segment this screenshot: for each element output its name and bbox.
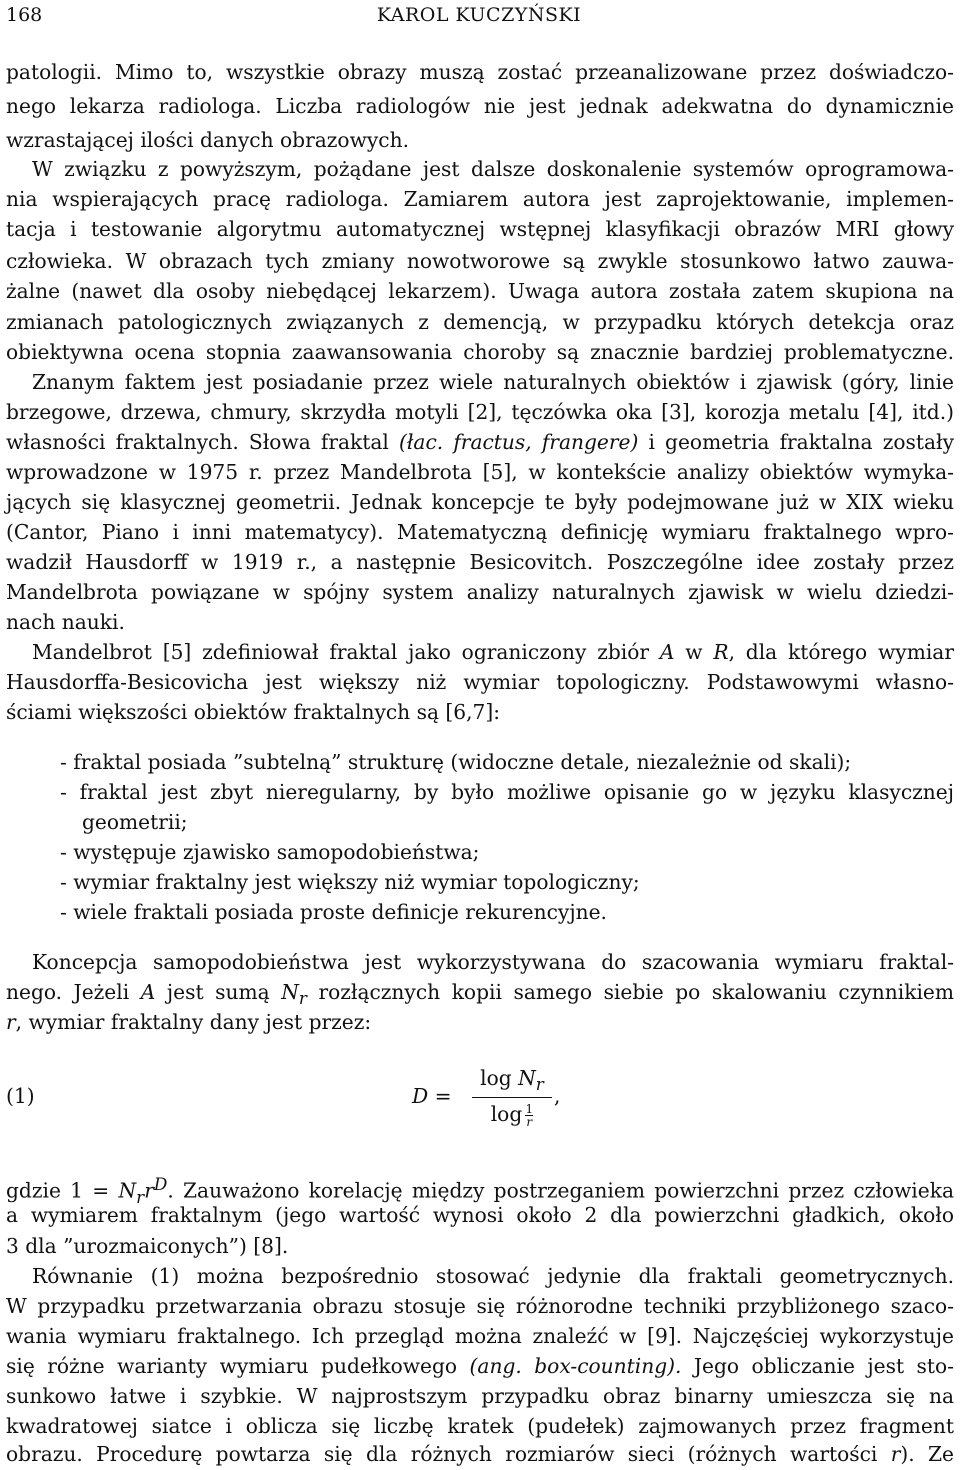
text-line: (Cantor, Piano i inni matematycy). Matematyczną definicję wymiaru fraktalnego wpro- [6,520,954,544]
text-line: się różne warianty wymiaru pudełkowego (ang. box-counting). Jego obliczanie jest sto- [6,1354,954,1378]
text-line: ściami większości obiektów fraktalnych są [6,7]: [6,700,501,724]
text-line: W przypadku przetwarzania obrazu stosuje się różnorodne techniki przybliżonego szaco- [6,1294,954,1318]
running-head-author: KAROL KUCZYŃSKI [376,4,582,26]
list-item: - fraktal jest zbyt nieregularny, by było możliwe opisanie go w języku klasycznej [60,780,954,804]
list-item: - wiele fraktali posiada proste definicje rekurencyjne. [60,900,607,924]
text-line: obrazu. Procedurę powtarza się dla różnych rozmiarów sieci (różnych wartości r). Ze [6,1442,954,1466]
text-line: gdzie $1 = N_rr^D$. Zauważono korelację między postrzeganiem powierzchni przez człowieka [6,1174,954,1207]
equation-lhs: D = [412,1084,452,1108]
text-line: nego lekarza radiologa. Liczba radiologów nie jest jednak adekwatna do dynamicznie [6,94,954,118]
text-line: nego. Jeżeli A jest sumą $N_r$ rozłącznych kopii samego siebie po skalowaniu czynnikiem [6,980,954,1009]
text-line: wadził Hausdorff w 1919 r., a następnie Besicovitch. Poszczególne idee zostały przez [6,550,954,574]
page-header [6,4,952,28]
equation-comma: , [554,1084,561,1108]
text-line: żalne (nawet dla osoby niebędącej lekarzem). Uwaga autora została zatem skupiona na [6,279,954,303]
list-item: - fraktal posiada ”subtelną” strukturę (widoczne detale, niezależnie od skali); [60,750,852,774]
text-line: tacja i testowanie algorytmu automatycznej wstępnej klasyfikacji obrazów MRI głowy [6,217,954,241]
list-item: - występuje zjawisko samopodobieństwa; [60,840,480,864]
text-line: brzegowe, drzewa, chmury, skrzydła motyli [2], tęczówka oka [3], korozja metalu [4], itd.) [6,400,954,424]
list-item-continuation: geometrii; [82,810,188,834]
text-line: wania wymiaru fraktalnego. Ich przegląd można znaleźć w [9]. Najczęściej wykorzystuje [6,1324,954,1348]
text-line: 3 dla ”urozmaiconych”) [8]. [6,1234,289,1258]
text-line: nia wspierających pracę radiologa. Zamiarem autora jest zaprojektowanie, implemen- [6,187,954,211]
text-line: Hausdorffa-Besicovicha jest większy niż wymiar topologiczny. Podstawowymi własno- [6,670,954,694]
text-line: wzrastającej ilości danych obrazowych. [6,128,409,152]
text-line: sunkowo łatwe i szybkie. W najprostszym przypadku obraz binarny umieszcza się na [6,1384,954,1408]
text-line: własności fraktalnych. Słowa fraktal (łac. fractus, frangere) i geometria fraktalna zostały [6,430,954,454]
text-line: Mandelbrot [5] zdefiniował fraktal jako ograniczony zbiór A w R, dla którego wymiar [32,640,954,664]
equation [0,1062,960,1142]
text-line: człowieka. W obrazach tych zmiany nowotworowe są zwykle stosunkowo łatwo zauwa- [6,249,954,273]
text-line: W związku z powyższym, pożądane jest dalsze doskonalenie systemów oprogramowa- [32,157,954,181]
text-line: a wymiarem fraktalnym (jego wartość wynosi około 2 dla powierzchni gładkich, około [6,1203,954,1227]
text-line: kwadratowej siatce i oblicza się liczbę kratek (pudełek) zajmowanych przez fragment [6,1414,954,1438]
text-line: zmianach patologicznych związanych z demencją, w przypadku których detekcja oraz [6,310,954,334]
list-item: - wymiar fraktalny jest większy niż wymiar topologiczny; [60,870,640,894]
text-line: Równanie (1) można bezpośrednio stosować jedynie dla fraktali geometrycznych. [32,1264,954,1288]
text-line: r, wymiar fraktalny dany jest przez: [6,1010,372,1034]
fraction-numerator: $\log N_r$ [480,1066,544,1095]
text-line: patologii. Mimo to, wszystkie obrazy muszą zostać przeanalizowane przez doświadczo- [6,60,954,84]
fraction-denominator: log $\frac{1}{r}$ [490,1102,534,1129]
text-line: Znanym faktem jest posiadanie przez wiele naturalnych obiektów i zjawisk (góry, linie [32,370,954,394]
text-line: Mandelbrota powiązane w spójny system analizy naturalnych zjawisk w wielu dziedzi- [6,580,954,604]
fraction-bar [472,1097,552,1098]
page-number: 168 [6,4,43,26]
text-line: wprowadzone w 1975 r. przez Mandelbrota [5], w kontekście analizy obiektów wymyka- [6,460,954,484]
text-line: Koncepcja samopodobieństwa jest wykorzystywana do szacowania wymiaru fraktal- [32,950,954,974]
text-line: jących się klasycznej geometrii. Jednak koncepcje te były podejmowane już w XIX wieku [6,490,954,514]
text-line: obiektywna ocena stopnia zaawansowania choroby są znacznie bardziej problematyczne. [6,340,954,364]
equation-number: (1) [6,1084,35,1108]
text-line: nach nauki. [6,610,125,634]
